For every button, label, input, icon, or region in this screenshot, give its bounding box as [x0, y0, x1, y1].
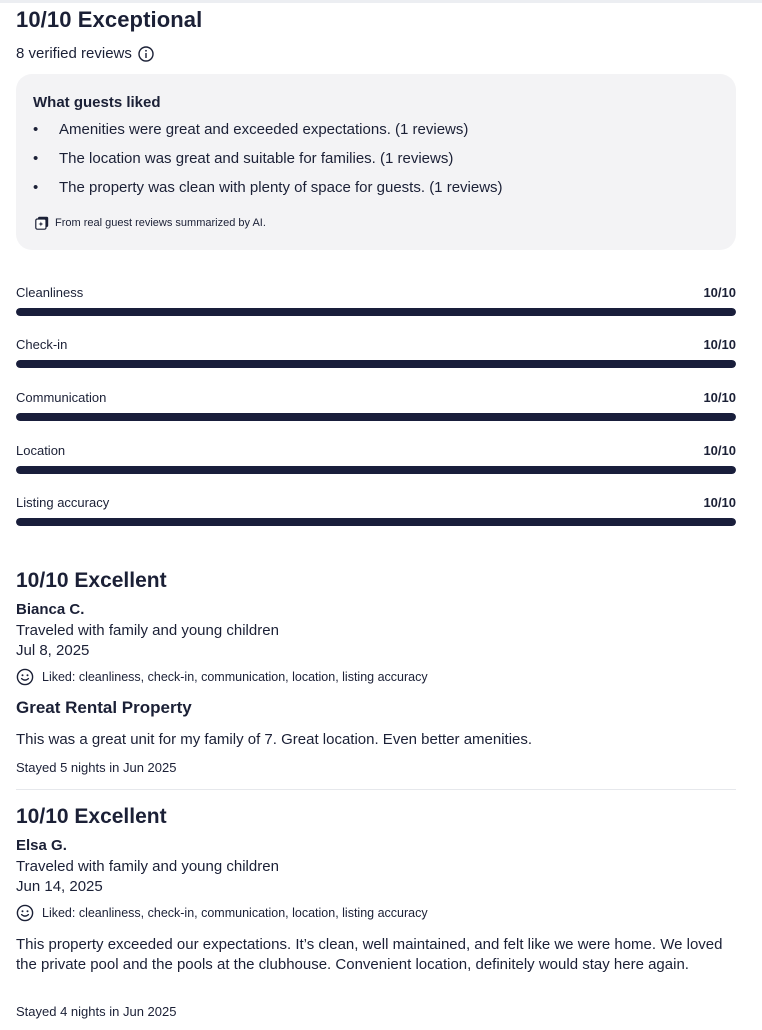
top-divider: [0, 0, 762, 3]
rating-bar: [16, 308, 736, 316]
review-divider: [16, 789, 736, 790]
summary-item: • The property was clean with plenty of space for guests. (1 reviews): [33, 179, 503, 196]
rating-bar: [16, 466, 736, 474]
reviewer-name: Bianca C.: [16, 601, 85, 618]
rating-listing-accuracy: [16, 495, 736, 535]
review-date: Jul 8, 2025: [16, 642, 90, 659]
rating-cleanliness: [16, 285, 736, 325]
summary-item: • The location was great and suitable for families. (1 reviews): [33, 150, 454, 167]
reviewer-name: Elsa G.: [16, 837, 67, 854]
rating-bar-fill: [16, 413, 736, 421]
rating-value: 10/10: [703, 390, 736, 405]
rating-value: 10/10: [703, 337, 736, 352]
rating-communication: [16, 390, 736, 430]
review-body: This was a great unit for my family of 7. Great location. Even better amenities.: [16, 731, 533, 748]
summary-item-text: The property was clean with plenty of space for guests. (1 reviews): [59, 179, 503, 196]
rating-bar: [16, 360, 736, 368]
review-stay-info: Stayed 4 nights in Jun 2025: [16, 1004, 177, 1019]
liked-text: Liked: cleanliness, check-in, communication, location, listing accuracy: [42, 906, 428, 920]
smile-icon: [16, 668, 34, 686]
rating-value: 10/10: [703, 443, 736, 458]
review-body: This property exceeded our expectations. It’s clean, well maintained, and felt like we were home. We loved the private pool and the pools at the clubhouse. Convenient location, definitely would stay here again.: [16, 936, 723, 973]
review-liked: [16, 904, 428, 922]
trip-type: Traveled with family and young children: [16, 858, 279, 875]
rating-bar-fill: [16, 518, 736, 526]
rating-label: Check-in: [16, 337, 68, 352]
liked-text: Liked: cleanliness, check-in, communication, location, listing accuracy: [42, 670, 428, 684]
review-score: 10/10 Excellent: [16, 805, 167, 828]
rating-label: Communication: [16, 390, 107, 405]
rating-bar-fill: [16, 308, 736, 316]
verified-reviews-count: 8 verified reviews: [16, 45, 132, 62]
trip-type: Traveled with family and young children: [16, 622, 279, 639]
rating-location: [16, 443, 736, 483]
summary-item-text: The location was great and suitable for families. (1 reviews): [59, 150, 454, 167]
ai-note: [35, 216, 266, 230]
summary-item-text: Amenities were great and exceeded expectations. (1 reviews): [59, 121, 469, 138]
ai-summary-icon: [35, 216, 49, 230]
rating-check-in: [16, 337, 736, 377]
overall-rating-title: 10/10 Exceptional: [16, 7, 203, 32]
smile-icon: [16, 904, 34, 922]
rating-value: 10/10: [703, 285, 736, 300]
rating-label: Cleanliness: [16, 285, 84, 300]
review-stay-info: Stayed 5 nights in Jun 2025: [16, 760, 177, 775]
summary-title: What guests liked: [33, 94, 161, 111]
summary-list: [33, 120, 503, 207]
rating-value: 10/10: [703, 495, 736, 510]
review-date: Jun 14, 2025: [16, 878, 103, 895]
rating-bar: [16, 518, 736, 526]
rating-label: Listing accuracy: [16, 495, 110, 510]
rating-bar-fill: [16, 360, 736, 368]
rating-label: Location: [16, 443, 66, 458]
summary-item: • Amenities were great and exceeded expectations. (1 reviews): [33, 121, 469, 138]
ai-note-text: From real guest reviews summarized by AI.: [55, 217, 266, 229]
info-icon[interactable]: [138, 46, 154, 62]
verified-reviews: [16, 45, 154, 62]
rating-bar-fill: [16, 466, 736, 474]
rating-bar: [16, 413, 736, 421]
review-headline: Great Rental Property: [16, 698, 192, 717]
review-score: 10/10 Excellent: [16, 569, 167, 592]
ai-summary-card: [16, 74, 736, 250]
review-liked: [16, 668, 428, 686]
